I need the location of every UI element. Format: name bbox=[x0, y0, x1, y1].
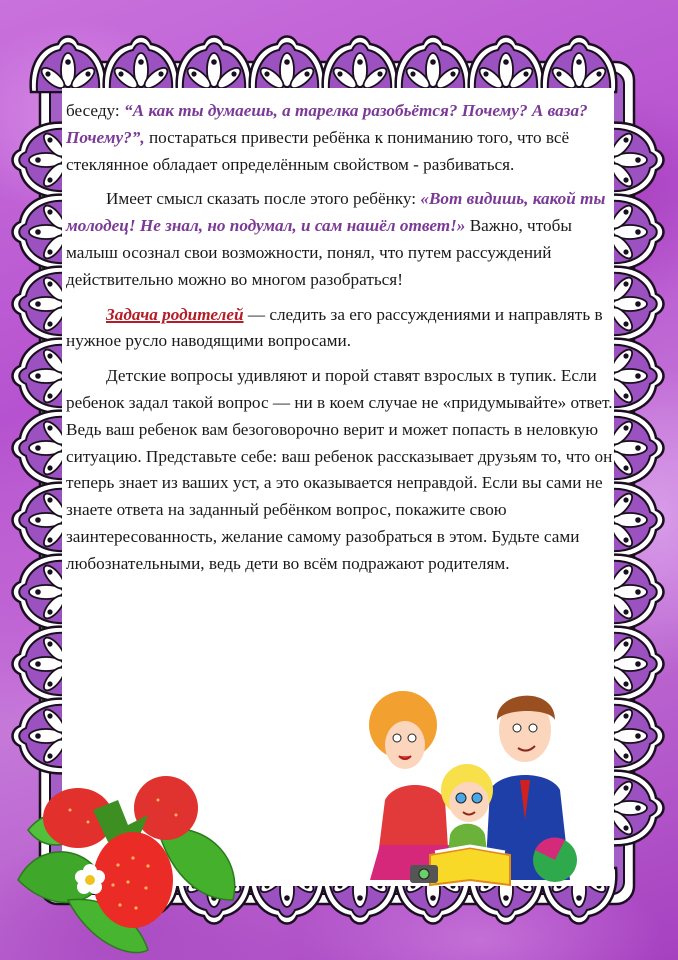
paragraph-2 bbox=[66, 186, 614, 293]
paragraph-3 bbox=[66, 302, 614, 356]
paragraph-1 bbox=[66, 98, 614, 178]
parents-task-highlight: Задача родителей bbox=[106, 304, 244, 324]
article-text bbox=[66, 98, 614, 586]
paragraph-1-quote: “А как ты думаешь, а тарелка разобьётся? Почему? А ваза? Почему?”, bbox=[66, 101, 588, 147]
family-reading-illustration bbox=[355, 680, 595, 890]
strawberries-illustration bbox=[8, 770, 248, 960]
paragraph-2-suffix: Важно, чтобы малыш осознал свои возможности, понял, что путем рассуждений действительно можно во многом разобраться! bbox=[66, 216, 572, 289]
paragraph-2-quote: «Вот видишь, какой ты молодец! Не знал, но подумал, и сам нашёл ответ!» bbox=[66, 189, 606, 236]
paragraph-4-text: Детские вопросы удивляют и порой ставят взрослых в тупик. Если ребенок задал такой вопрос — ни в коем случае не «придумывайте» ответ. Ведь ваш ребенок вам безоговорочно верит и может попасть в неловкую ситуацию. Представьте себе: ваш ребенок рассказывает друзьям то, что он теперь знает из ваших уст, а это оказывается неправдой. Если вы сами не знаете ответа на заданный ребёнком вопрос, покажите свою заинтересованность, желание самому разобраться в этом. Будьте сами любознательными, ведь дети во всём подражают родителям. bbox=[66, 366, 613, 573]
paragraph-3-suffix: — следить за его рассуждениями и направлять в нужное русло наводящими вопросами. bbox=[66, 304, 603, 351]
paragraph-4 bbox=[66, 363, 614, 577]
paragraph-1-prefix: беседу: bbox=[66, 101, 124, 120]
paragraph-1-suffix: постараться привести ребёнка к пониманию того, что всё стеклянное обладает определённым свойством - разбиваться. bbox=[66, 127, 570, 174]
paragraph-2-prefix: Имеет смысл сказать после этого ребёнку: bbox=[106, 189, 421, 209]
